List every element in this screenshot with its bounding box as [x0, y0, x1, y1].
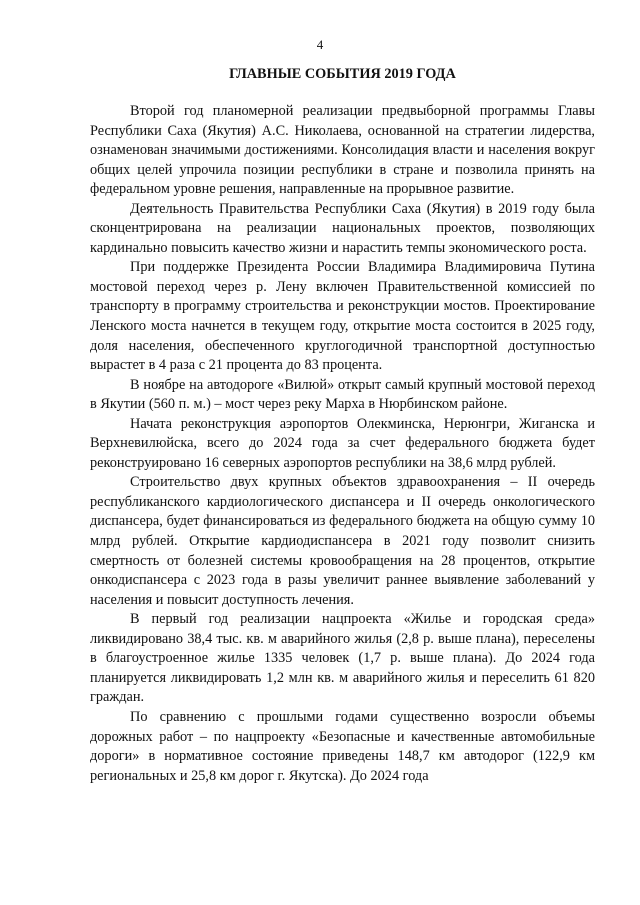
- body-text: [90, 102, 595, 786]
- paragraph-3: При поддержке Президента России Владимира Владимировича Путина мостовой переход через р. Лену включен Правительственной комиссией по транспорту в программу строительства и реконструкции мостов. Проектирование Ленского моста начнется в текущем году, открытие моста состоится в 2025 году, доля населения, обеспеченного круглогодичной транспортной доступностью вырастет в 4 раза с 21 процента до 83 процента.: [90, 259, 595, 374]
- paragraph-7: В первый год реализации нацпроекта «Жилье и городская среда» ликвидировано 38,4 тыс. кв. м аварийного жилья (2,8 р. выше плана), переселены в благоустроенное жилье 1335 человек (1,7 р. выше плана). До 2024 года планируется ликвидировать 1,2 млн кв. м аварийного жилья и переселить 61 820 граждан.: [90, 611, 595, 706]
- paragraph-1: Второй год планомерной реализации предвыборной программы Главы Республики Саха (Якутия) А.С. Николаева, основанной на стратегии лидерства, ознаменован значимыми достижениями. Консолидация власти и населения вокруг общих целей упрочила позиции республики в стране и позволила принять на федеральном уровне решения, направленные на прорывное развитие.: [90, 103, 595, 198]
- paragraph-2: Деятельность Правительства Республики Саха (Якутия) в 2019 году была сконцентрирована на реализации национальных проектов, позволяющих кардинально повысить качество жизни и нарастить темпы экономического роста.: [90, 200, 595, 256]
- page-number: 4: [316, 37, 324, 52]
- paragraph-6: Строительство двух крупных объектов здравоохранения – II очередь республиканского кардиологического диспансера и II очередь онкологического диспансера, будет финансироваться из федерального бюджета на общую сумму 10 млрд рублей. Открытие кардиодиспансера в 2021 году позволит снизить смертность от болезней системы кровообращения на 28 процентов, открытие онкодиспансера с 2023 года в разы увеличит раннее выявление заболеваний у населения и повысит доступность лечения.: [90, 474, 595, 608]
- paragraph-4: В ноябре на автодороге «Вилюй» открыт самый крупный мостовой переход в Якутии (560 п. м.) – мост через реку Марха в Нюрбинском районе.: [90, 376, 595, 413]
- paragraph-5: Начата реконструкция аэропортов Олекминска, Нерюнгри, Жиганска и Верхневилюйска, всего до 2024 года за счет федерального бюджета будет реконструировано 16 северных аэропортов республики на 38,6 млрд рублей.: [90, 415, 595, 471]
- paragraph-8: По сравнению с прошлыми годами существенно возросли объемы дорожных работ – по нацпроекту «Безопасные и качественные автомобильные дороги» в нормативное состояние приведены 148,7 км автодорог (122,9 км региональных и 25,8 км дорог г. Якутска). До 2024 года: [90, 708, 595, 784]
- page-title: ГЛАВНЫЕ СОБЫТИЯ 2019 ГОДА: [229, 66, 456, 82]
